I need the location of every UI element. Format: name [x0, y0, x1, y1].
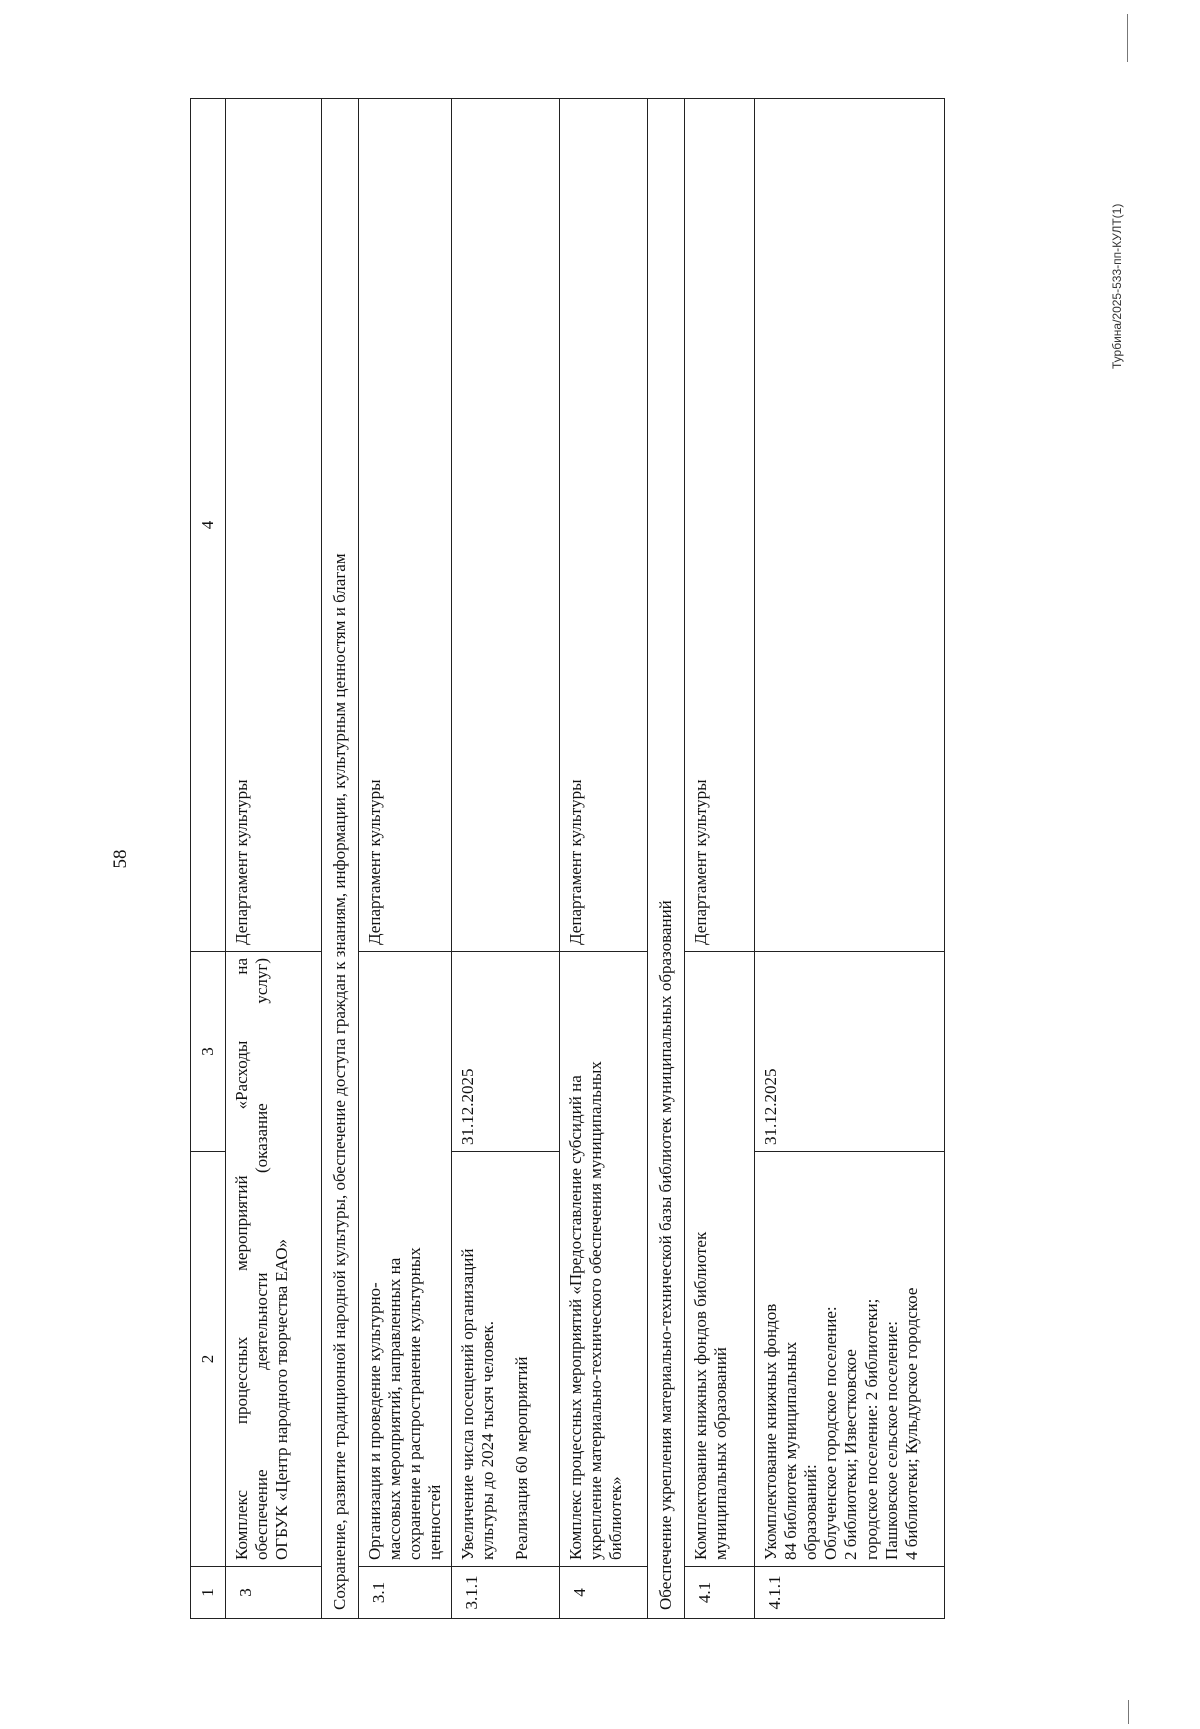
header-col-2: 2: [191, 1152, 226, 1567]
page-number: 58: [110, 849, 131, 869]
row-number: 3.1: [359, 1567, 452, 1619]
desc-line: городское поселение: 2 библиотеки;: [861, 1298, 881, 1560]
scan-edge-mark-bottom: [1128, 1700, 1129, 1724]
table-row-4-1: [685, 99, 755, 1619]
row-date: 31.12.2025: [755, 952, 945, 1152]
row-responsible: Департамент культуры: [560, 99, 648, 952]
desc-line: ОГБУК «Центр народного творчества ЕАО»: [272, 1239, 292, 1560]
header-row: [191, 99, 226, 1619]
row-number: 3: [226, 1567, 322, 1619]
table-row-3-1-1: [452, 99, 560, 1619]
section-heading: Обеспечение укрепления материально-технической базы библиотек муниципальных образований: [648, 99, 685, 1619]
desc-line: 2 библиотеки; Известковское: [841, 1349, 861, 1560]
row-date: 31.12.2025: [452, 952, 560, 1152]
row-description: Комплектование книжных фондов библиотек муниципальных образований: [685, 952, 755, 1567]
row-responsible: Департамент культуры: [226, 99, 322, 952]
desc-line: 4 библиотеки; Кульдурское городское: [901, 1287, 921, 1560]
table-row-3-1: [359, 99, 452, 1619]
row-number: 4.1: [685, 1567, 755, 1619]
row-responsible: [452, 99, 560, 952]
row-responsible: Департамент культуры: [359, 99, 452, 952]
row-responsible: [755, 99, 945, 952]
header-col-1: 1: [191, 1567, 226, 1619]
desc-line: Пашковское сельское поселение:: [881, 1321, 901, 1560]
desc-line: Комплекс процессных мероприятий «Расходы на: [232, 958, 251, 1560]
desc-line: обеспечение деятельности (оказание услуг): [252, 958, 272, 1560]
section-row-2: [648, 99, 685, 1619]
row-description: Комплекс процессных мероприятий «Предоставление субсидий на укрепление материально-технического обеспечения муниципальных библиотек»: [560, 952, 648, 1567]
desc-line: образований:: [801, 1464, 821, 1560]
row-description: [226, 952, 322, 1567]
row-number: 4: [560, 1567, 648, 1619]
table-row-4-1-1: [755, 99, 945, 1619]
table-row-4: [560, 99, 648, 1619]
table-row-3: [226, 99, 322, 1619]
row-number: 3.1.1: [452, 1567, 560, 1619]
row-number: 4.1.1: [755, 1567, 945, 1619]
section-row-1: [322, 99, 359, 1619]
row-description: [755, 1152, 945, 1567]
row-responsible: Департамент культуры: [685, 99, 755, 952]
row-description: Организация и проведение культурно-массовых мероприятий, направленных на сохранение и распространение культурных ценностей: [359, 952, 452, 1567]
scan-edge-mark-top: [1127, 14, 1128, 62]
header-col-3: 3: [191, 952, 226, 1152]
header-col-4: 4: [191, 99, 226, 952]
desc-line: 84 библиотек муниципальных: [781, 1341, 801, 1560]
row-description: Увеличение числа посещений организаций культуры до 2024 тысяч человек. Реализация 60 мероприятий: [452, 1152, 560, 1567]
desc-line: Укомплектование книжных фондов: [761, 1303, 781, 1560]
plan-table: [190, 98, 945, 1619]
rotated-page: [110, 99, 1124, 1619]
section-heading: Сохранение, развитие традиционной народной культуры, обеспечение доступа граждан к знаниям, информации, культурным ценностям и благам: [322, 99, 359, 1619]
document-footer-code: Турбина/2025-533-пп-КУЛТ(1): [1110, 203, 1124, 369]
desc-line: Облученское городское поселение:: [821, 1306, 841, 1560]
